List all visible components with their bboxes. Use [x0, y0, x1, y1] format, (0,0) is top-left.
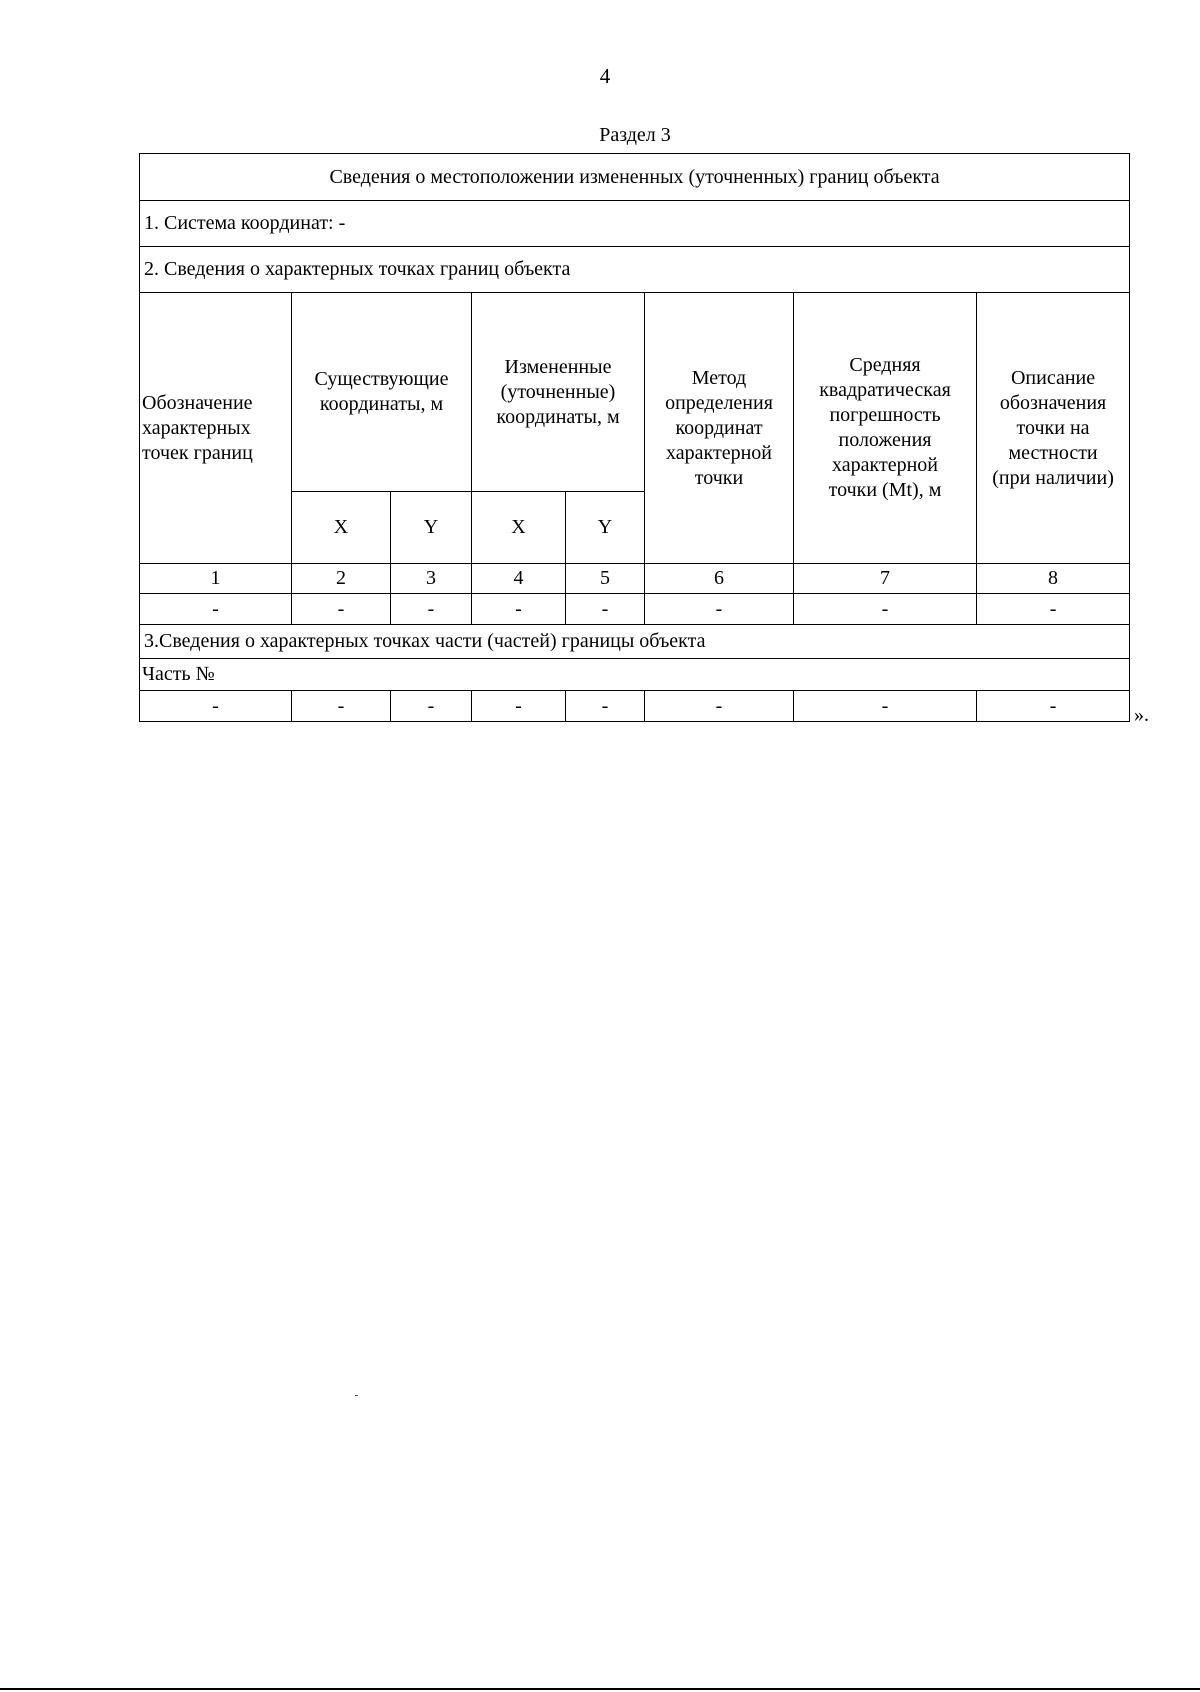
closing-quote-mark: ». [1134, 704, 1149, 726]
header-changed-y: Y [566, 492, 645, 564]
table-cell: - [794, 691, 977, 722]
table-row [140, 691, 1130, 722]
table-cell: - [391, 691, 472, 722]
table-cell: - [645, 691, 794, 722]
table-cell: - [140, 594, 292, 625]
page-bottom-border [0, 1688, 1200, 1690]
header-existing-y: Y [391, 492, 472, 564]
table-cell: - [977, 594, 1130, 625]
table-cell: - [794, 594, 977, 625]
column-number: 1 [140, 564, 292, 594]
table-cell: - [566, 691, 645, 722]
header-existing-coordinates: Существующие координаты, м [292, 293, 472, 492]
table-cell: - [645, 594, 794, 625]
column-number: 3 [391, 564, 472, 594]
header-changed-coordinates: Измененные (уточненные) координаты, м [472, 293, 645, 492]
header-existing-x: X [292, 492, 391, 564]
table-cell: - [292, 594, 391, 625]
coordinate-system-row: 1. Система координат: - [140, 201, 1130, 247]
section-label: Раздел 3 [599, 124, 671, 146]
scan-speck [355, 1395, 358, 1396]
part-number-row: Часть № [140, 659, 1130, 691]
table-title: Сведения о местоположении измененных (уточненных) границ объекта [140, 154, 1130, 201]
header-determination-method: Метод определения координат характерной точки [645, 293, 794, 564]
table-cell: - [292, 691, 391, 722]
header-mean-square-error: Средняя квадратическая погрешность положения характерной точки (Mt), м [794, 293, 977, 564]
column-number: 8 [977, 564, 1130, 594]
table-cell: - [566, 594, 645, 625]
column-number: 4 [472, 564, 566, 594]
column-number: 5 [566, 564, 645, 594]
table-cell: - [472, 594, 566, 625]
section3-heading: 3.Сведения о характерных точках части (частей) границы объекта [140, 625, 1130, 659]
header-changed-x: X [472, 492, 566, 564]
boundary-points-table [139, 153, 1130, 722]
header-point-designation: Обозначение характерных точек границ [140, 293, 292, 564]
table-row [140, 594, 1130, 625]
page-number: 4 [599, 64, 611, 88]
column-number: 7 [794, 564, 977, 594]
table-cell: - [140, 691, 292, 722]
table-cell: - [977, 691, 1130, 722]
table-cell: - [391, 594, 472, 625]
table-cell: - [472, 691, 566, 722]
column-number-row [140, 564, 1130, 594]
column-number: 6 [645, 564, 794, 594]
header-point-description: Описание обозначения точки на местности (при наличии) [977, 293, 1130, 564]
section2-heading: 2. Сведения о характерных точках границ объекта [140, 247, 1130, 293]
column-number: 2 [292, 564, 391, 594]
